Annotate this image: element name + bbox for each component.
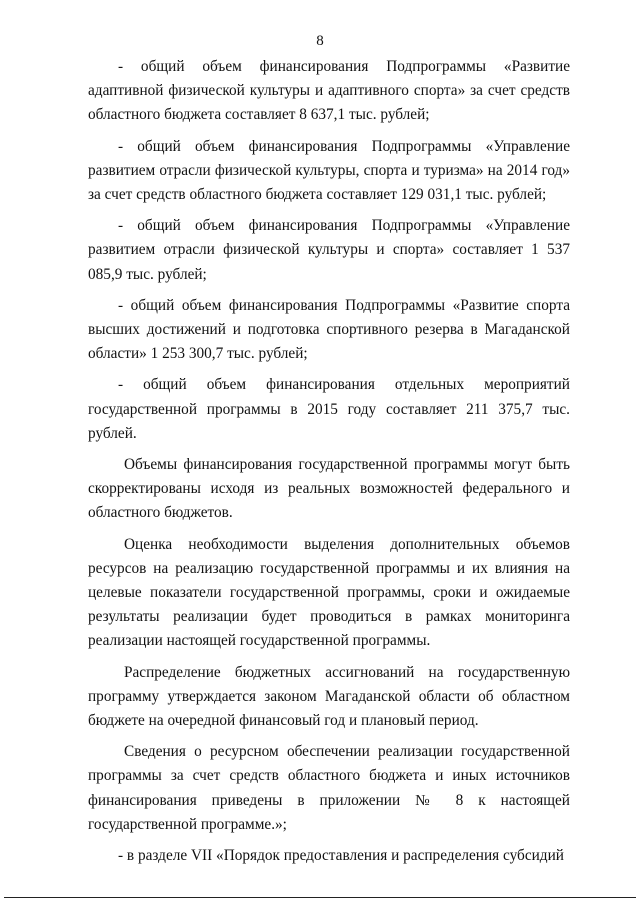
paragraph-funding-high-achievement-sport: - общий объем финансирования Подпрограммы «Развитие спорта высших достижений и подготовка спортивного резерва в Магаданской области» 1 253 300,7 тыс. рублей; bbox=[88, 296, 570, 363]
paragraph-section-vii: - в разделе VII «Порядок предоставления и распределения субсидий bbox=[118, 847, 564, 865]
paragraph-assessment: Оценка необходимости выделения дополнительных объемов ресурсов на реализацию государственной программы и их влияния на целевые показатели государственной программы, сроки и ожидаемые результаты реализации будет проводиться в рамках мониторинга реализации настоящей государственной программы. bbox=[88, 535, 570, 650]
paragraph-funding-separate-measures: - общий объем финансирования отдельных мероприятий государственной программы в 2015 году составляет 211 375,7 тыс. рублей. bbox=[88, 376, 570, 442]
paragraph-funding-management-2014: - общий объем финансирования Подпрограммы «Управление развитием отрасли физической культуры, спорта и туризма» на 2014 год» за счет средств областного бюджета составляет 129 031,1 тыс. рублей; bbox=[88, 137, 570, 204]
paragraph-resource-information: Сведения о ресурсном обеспечении реализации государственной программы за счет средств областного бюджета и иных источников финансирования приведены в приложении № 8 к настоящей государственной программе.»; bbox=[88, 743, 570, 833]
page-number: 8 bbox=[316, 33, 324, 49]
paragraph-funding-adjustment: Объемы финансирования государственной программы могут быть скорректированы исходя из реальных возможностей федерального и областного бюджетов. bbox=[88, 456, 570, 522]
paragraph-funding-adaptive-sport: - общий объем финансирования Подпрограммы «Развитие адаптивной физической культуры и адаптивного спорта» за счет средств областного бюджета составляет 8 637,1 тыс. рублей; bbox=[88, 58, 570, 124]
paragraph-budget-distribution: Распределение бюджетных ассигнований на государственную программу утверждается законом Магаданской области об областном бюджете на очередной финансовый год и плановый период. bbox=[88, 663, 570, 730]
footer-rule bbox=[4, 897, 636, 898]
paragraph-funding-management: - общий объем финансирования Подпрограммы «Управление развитием отрасли физической культуры и спорта» составляет 1 537 085,9 тыс. рублей; bbox=[88, 217, 570, 283]
document-body bbox=[88, 55, 570, 868]
